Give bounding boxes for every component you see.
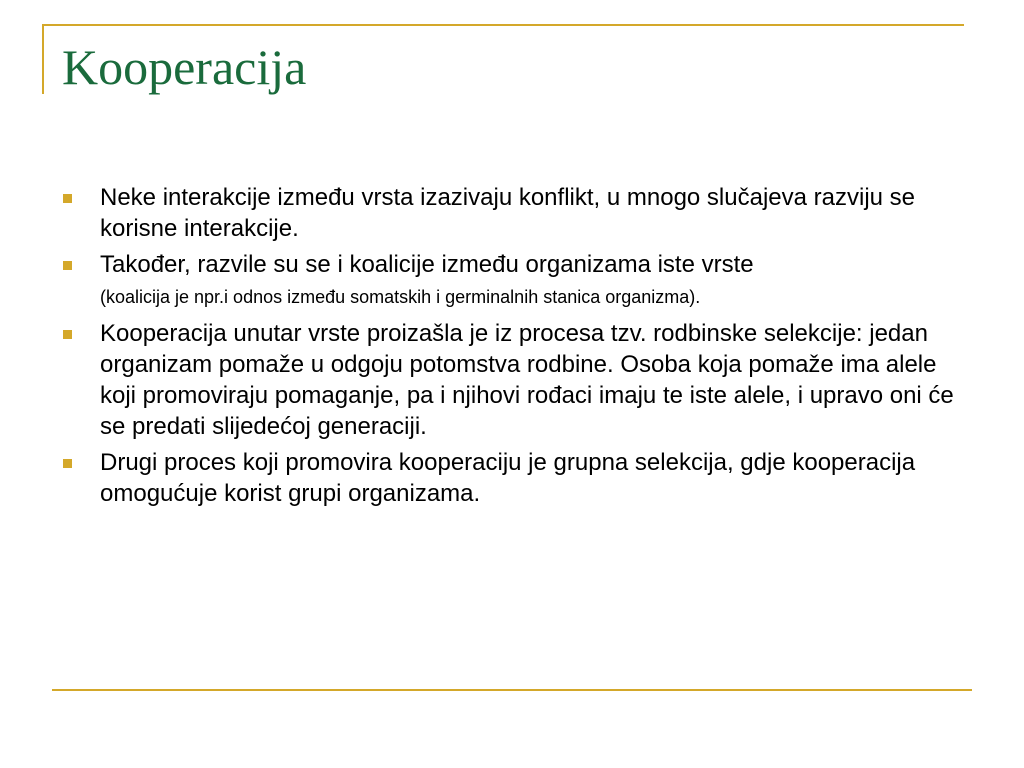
bullet-text: Kooperacija unutar vrste proizašla je iz procesa tzv. rodbinske selekcije: jedan organizam pomaže u odgoju potomstva rodbine. Osoba koja pomaže ima alele koji promoviraju pomaganje, pa i njihovi rođaci imaju te iste alele, i upravo oni će se predati slijedećoj generaciji. xyxy=(100,320,954,440)
slide-title: Kooperacija xyxy=(62,39,307,95)
bullet-list xyxy=(62,182,962,514)
square-bullet-icon xyxy=(63,330,72,339)
bullet-item xyxy=(62,318,962,442)
bullet-item xyxy=(62,249,962,313)
bullet-note: (koalicija je npr.i odnos između somatskih i germinalnih stanica organizma). xyxy=(100,287,701,307)
bullet-text: Također, razvile su se i koalicije između organizama iste vrste xyxy=(100,251,754,278)
left-rule xyxy=(42,24,44,94)
square-bullet-icon xyxy=(63,194,72,203)
bottom-rule xyxy=(52,689,972,691)
square-bullet-icon xyxy=(63,459,72,468)
bullet-item xyxy=(62,182,962,244)
bullet-text: Neke interakcije između vrsta izazivaju konflikt, u mnogo slučajeva razviju se korisne interakcije. xyxy=(100,184,916,242)
square-bullet-icon xyxy=(63,261,72,270)
bullet-item xyxy=(62,447,962,509)
bullet-text: Drugi proces koji promovira kooperaciju je grupna selekcija, gdje kooperacija omogućuje korist grupi organizama. xyxy=(100,449,916,507)
top-rule xyxy=(42,24,964,26)
